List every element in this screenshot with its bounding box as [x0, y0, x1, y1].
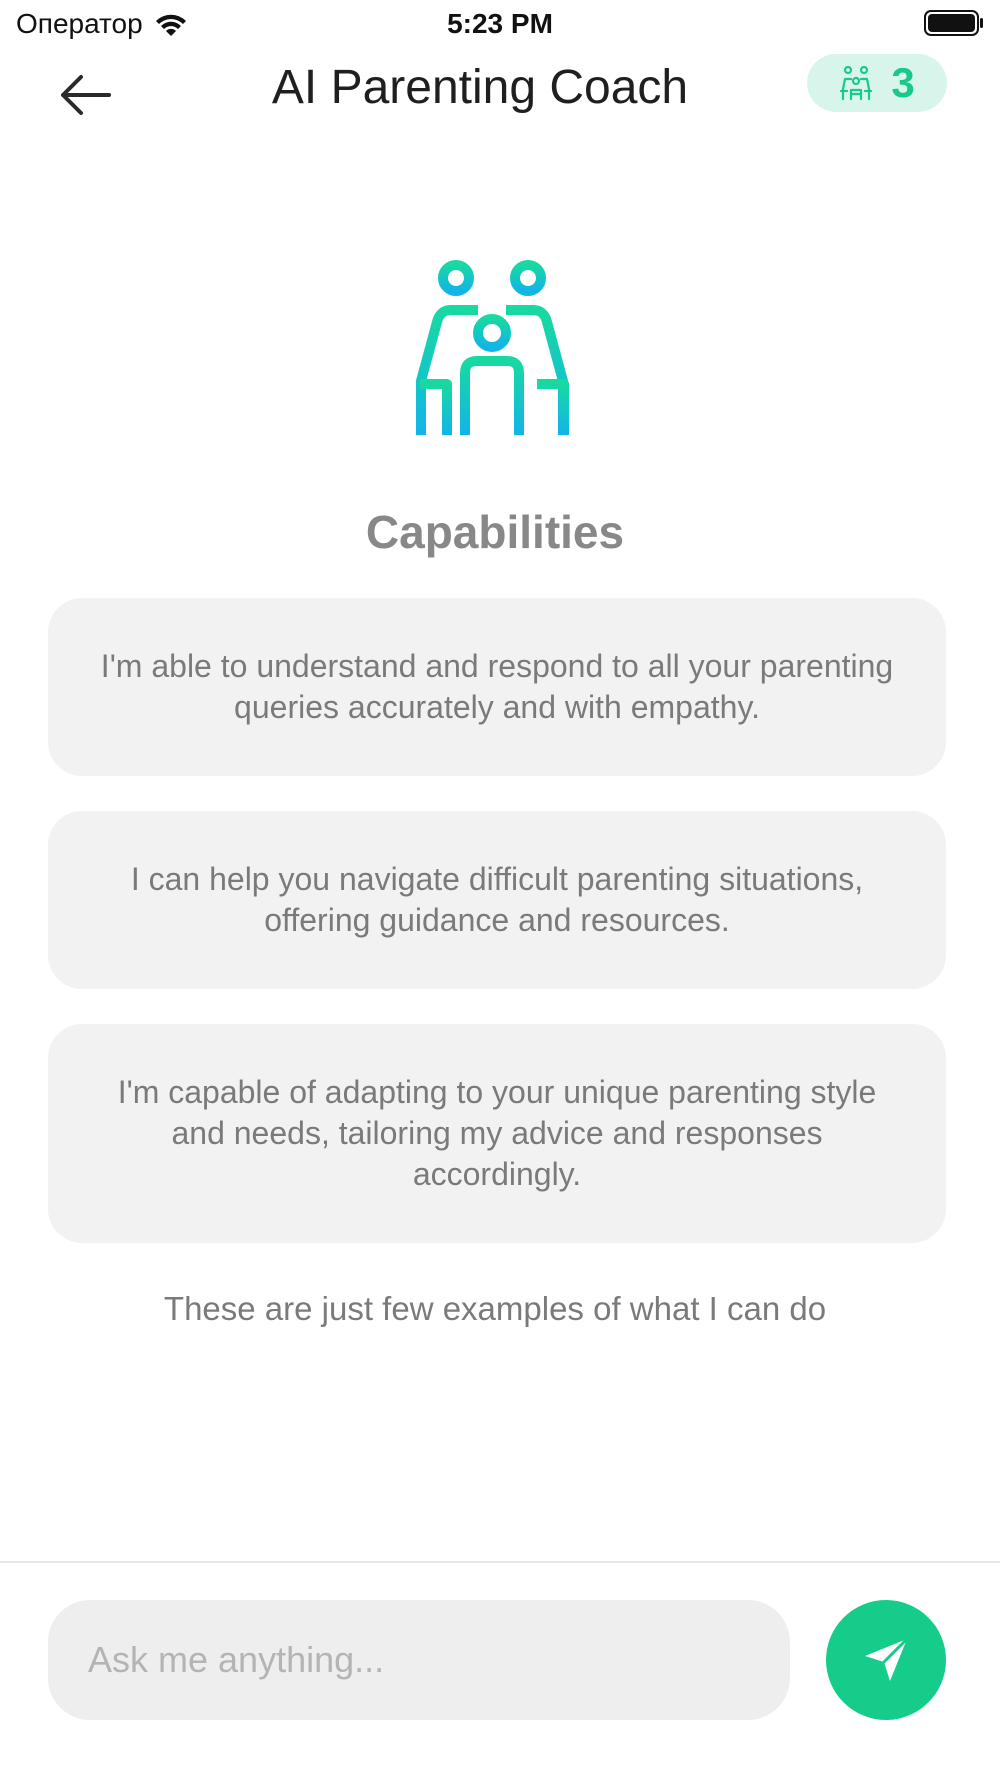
- credits-badge[interactable]: [807, 54, 947, 112]
- send-button[interactable]: [826, 1600, 946, 1720]
- carrier-name: Оператор: [16, 8, 143, 39]
- capability-card: [48, 598, 946, 776]
- status-bar: [0, 0, 1000, 52]
- status-time: 5:23 PM: [447, 8, 553, 39]
- capabilities-title: Capabilities: [365, 506, 625, 558]
- composer-divider: [0, 1561, 1000, 1563]
- battery-icon: [924, 10, 984, 36]
- message-input-container[interactable]: [48, 1600, 790, 1720]
- capability-text: I'm able to understand and respond to all your parenting queries accurately and with empathy.: [100, 648, 894, 725]
- capability-card: [48, 811, 946, 989]
- family-icon: [839, 65, 873, 101]
- page-title: AI Parenting Coach: [271, 61, 689, 114]
- message-input[interactable]: [86, 1638, 752, 1682]
- send-icon: [857, 1631, 915, 1689]
- header: [0, 52, 1000, 162]
- family-icon: [415, 260, 575, 435]
- examples-note: These are just few examples of what I can do: [163, 1290, 827, 1327]
- capability-card: [48, 1024, 946, 1243]
- credit-count: 3: [891, 59, 915, 106]
- capability-text: I'm capable of adapting to your unique parenting style and needs, tailoring my advice and responses accordingly.: [117, 1074, 877, 1192]
- capability-text: I can help you navigate difficult parenting situations, offering guidance and resources.: [130, 861, 864, 938]
